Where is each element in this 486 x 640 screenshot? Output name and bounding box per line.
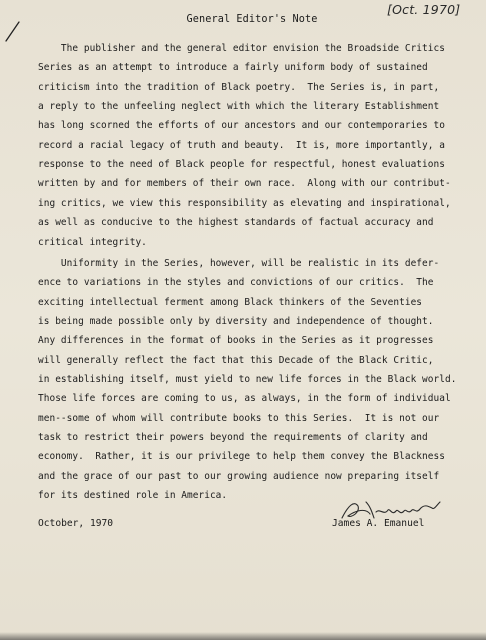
body-line: as well as conducive to the highest standards of factual accuracy and bbox=[38, 217, 434, 229]
body-line: The publisher and the general editor envision the Broadside Critics bbox=[38, 43, 445, 54]
body-line: critical integrity. bbox=[38, 236, 147, 248]
body-line: ence to variations in the styles and convictions of our critics. The bbox=[38, 277, 434, 289]
body-line: criticism into the tradition of Black poetry. The Series is, in part, bbox=[38, 81, 440, 93]
body-line: Uniformity in the Series, however, will be realistic in its defer- bbox=[38, 257, 440, 269]
body-line: ing critics, we view this responsibility as elevating and inspirational, bbox=[38, 197, 451, 209]
body-line: record a racial legacy of truth and beauty. It is, more importantly, a bbox=[38, 139, 445, 151]
body-line: exciting intellectual ferment among Black thinkers of the Seventies bbox=[38, 296, 423, 308]
handwritten-date-note: [Oct. 1970] bbox=[387, 2, 461, 17]
body-line: response to the need of Black people for respectful, honest evaluations bbox=[38, 159, 445, 171]
body-line: will generally reflect the fact that this Decade of the Black Critic, bbox=[38, 354, 434, 366]
body-line: economy. Rather, it is our privilege to help them convey the Blackness bbox=[38, 451, 445, 463]
body-line: Those life forces are coming to us, as always, in the form of individual bbox=[38, 393, 451, 405]
editor-name: James A. Emanuel bbox=[332, 518, 425, 529]
body-line: has long scorned the efforts of our ancestors and our contemporaries to bbox=[38, 120, 445, 132]
page-title: General Editor's Note bbox=[186, 14, 318, 25]
body-line: is being made possible only by diversity and independence of thought. bbox=[38, 315, 434, 327]
body-line: task to restrict their powers beyond the requirements of clarity and bbox=[38, 432, 428, 443]
body-line: Series as an attempt to introduce a fairly uniform body of sustained bbox=[38, 62, 428, 74]
body-line: Any differences in the format of books in the Series as it progresses bbox=[38, 335, 434, 347]
body-line: written by and for members of their own race. Along with our contribut- bbox=[38, 178, 451, 190]
body-line: and the grace of our past to our growing audience now preparing itself bbox=[38, 470, 440, 482]
closing-date: October, 1970 bbox=[38, 518, 114, 529]
scan-edge-shadow bbox=[0, 632, 486, 640]
body-line: a reply to the unfeeling neglect with which the literary Establishment bbox=[38, 101, 440, 113]
body-line: in establishing itself, must yield to new life forces in the Black world. bbox=[38, 373, 457, 385]
body-line: for its destined role in America. bbox=[38, 490, 228, 502]
body-line: men--some of whom will contribute books to this Series. It is not our bbox=[38, 412, 440, 424]
